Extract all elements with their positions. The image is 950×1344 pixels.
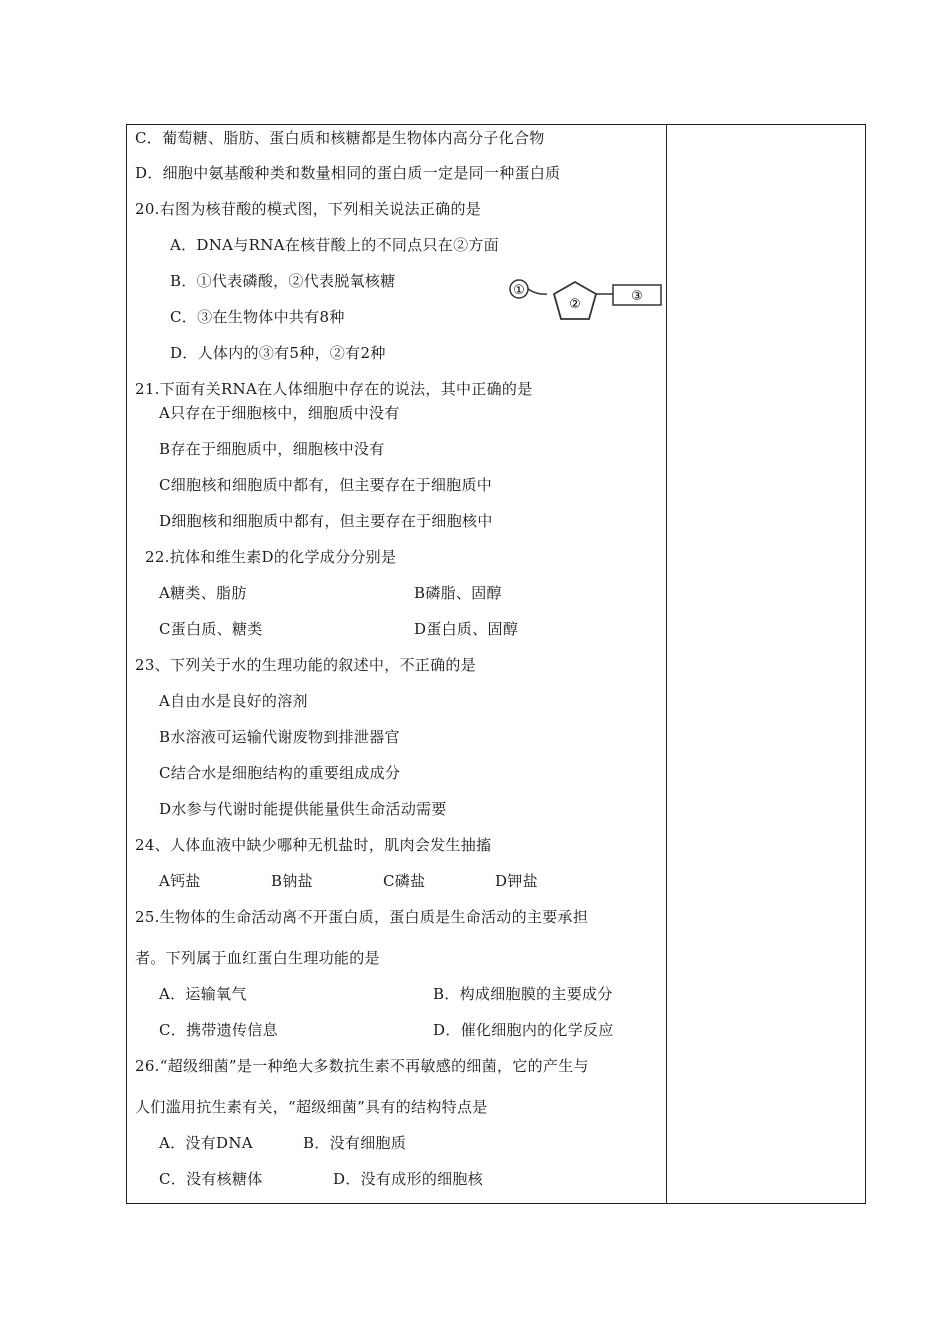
q21-stem: 21.下面有关RNA在人体细胞中存在的说法，其中正确的是	[135, 380, 533, 398]
nucleotide-diagram	[505, 270, 665, 328]
q25-stem-line2: 者。下列属于血红蛋白生理功能的是	[135, 949, 380, 967]
q24-option-c: C磷盐	[383, 872, 426, 890]
bond-line-1	[528, 289, 547, 294]
q23-option-a: A自由水是良好的溶剂	[159, 692, 308, 710]
q20-option-b: B．①代表磷酸，②代表脱氧核糖	[170, 272, 396, 290]
q20-option-a: A．DNA与RNA在核苷酸上的不同点只在②方面	[170, 236, 499, 254]
q26-stem-line2: 人们滥用抗生素有关，“超级细菌”具有的结构特点是	[135, 1098, 488, 1116]
q25-option-a: A．运输氧气	[159, 985, 247, 1003]
q26-option-c: C．没有核糖体	[159, 1170, 263, 1188]
q24-option-a: A钙盐	[159, 872, 201, 890]
q26-option-d: D．没有成形的细胞核	[333, 1170, 484, 1188]
q21-option-a: A只存在于细胞核中，细胞质中没有	[159, 404, 400, 422]
q25-option-d: D．催化细胞内的化学反应	[433, 1021, 614, 1039]
q22-stem: 22.抗体和维生素D的化学成分分别是	[145, 548, 397, 566]
q26-stem-line1: 26.“超级细菌”是一种绝大多数抗生素不再敏感的细菌，它的产生与	[135, 1057, 589, 1075]
q19-option-d: D．细胞中氨基酸种类和数量相同的蛋白质一定是同一种蛋白质	[135, 164, 561, 182]
q22-option-c: C蛋白质、糖类	[159, 620, 263, 638]
label-2: ②	[569, 297, 581, 312]
q23-option-b: B水溶液可运输代谢废物到排泄器官	[159, 728, 400, 746]
q20-stem: 20.右图为核苷酸的模式图，下列相关说法正确的是	[135, 200, 482, 218]
q24-option-d: D钾盐	[495, 872, 538, 890]
q25-option-b: B．构成细胞膜的主要成分	[433, 985, 613, 1003]
q26-option-a: A．没有DNA	[159, 1134, 253, 1152]
q23-option-d: D水参与代谢时能提供能量供生命活动需要	[159, 800, 447, 818]
q20-option-d: D．人体内的③有5种，②有2种	[170, 344, 386, 362]
q25-option-c: C．携带遗传信息	[159, 1021, 278, 1039]
q21-option-b: B存在于细胞质中，细胞核中没有	[159, 440, 385, 458]
q21-option-c: C细胞核和细胞质中都有，但主要存在于细胞质中	[159, 476, 493, 494]
column-divider	[666, 124, 667, 1204]
q26-option-b: B．没有细胞质	[303, 1134, 407, 1152]
q21-option-d: D细胞核和细胞质中都有，但主要存在于细胞核中	[159, 512, 493, 530]
label-3: ③	[631, 289, 643, 304]
q22-option-d: D蛋白质、固醇	[414, 620, 519, 638]
q23-stem: 23、下列关于水的生理功能的叙述中，不正确的是	[135, 656, 476, 674]
q20-option-c: C．③在生物体中共有8种	[170, 308, 345, 326]
q23-option-c: C结合水是细胞结构的重要组成成分	[159, 764, 401, 782]
q19-option-c: C．葡萄糖、脂肪、蛋白质和核糖都是生物体内高分子化合物	[135, 129, 545, 147]
q22-option-a: A糖类、脂肪	[159, 584, 247, 602]
q24-stem: 24、人体血液中缺少哪种无机盐时，肌肉会发生抽搐	[135, 836, 492, 854]
q25-stem-line1: 25.生物体的生命活动离不开蛋白质，蛋白质是生命活动的主要承担	[135, 908, 589, 926]
q22-option-b: B磷脂、固醇	[414, 584, 502, 602]
label-1: ①	[513, 283, 525, 298]
q24-option-b: B钠盐	[271, 872, 313, 890]
